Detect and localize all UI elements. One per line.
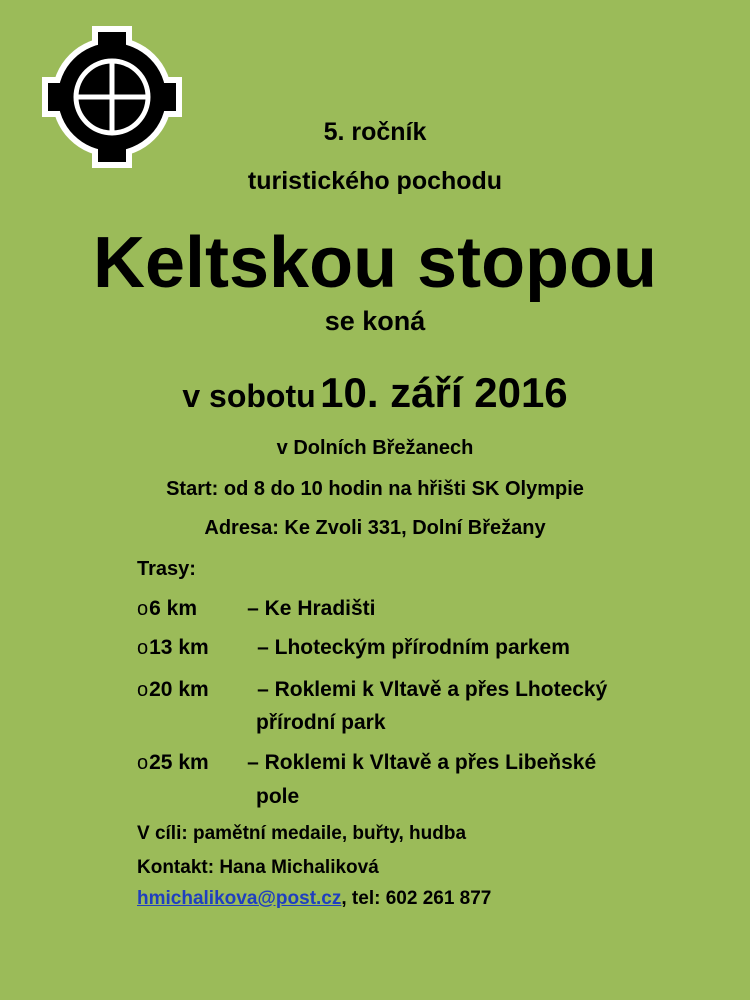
route-continuation: přírodní park — [256, 711, 386, 734]
route-description: – Ke Hradišti — [247, 597, 376, 620]
bullet-icon: o — [137, 752, 149, 774]
start-text: Start: od 8 do 10 hodin na hřišti SK Olympie — [166, 478, 584, 500]
contact-name: Kontakt: Hana Michaliková — [137, 857, 379, 878]
date-prefix: v sobotu — [182, 378, 316, 414]
subtitle: se koná — [324, 306, 426, 336]
route-distance: 20 km — [149, 678, 209, 701]
route-continuation: pole — [256, 785, 300, 808]
route-item — [137, 678, 607, 702]
route-distance: 6 km — [149, 597, 197, 620]
email-link[interactable]: hmichalikova@post.cz — [137, 888, 342, 909]
bullet-icon: o — [137, 679, 149, 701]
route-item — [137, 636, 570, 660]
bullet-icon: o — [137, 598, 149, 620]
event-type-label: turistického pochodu — [247, 167, 503, 195]
page-title: Keltskou stopou — [92, 223, 657, 303]
address-text: Adresa: Ke Zvoli 331, Dolní Břežany — [204, 517, 546, 539]
route-description: – Roklemi k Vltavě a přes Libeňské — [247, 751, 597, 774]
route-distance: 13 km — [149, 636, 209, 659]
finish-text: V cíli: pamětní medaile, buřty, hudba — [137, 823, 467, 844]
location-text: v Dolních Břežanech — [276, 437, 474, 459]
contact-line — [137, 888, 491, 910]
routes-heading: Trasy: — [137, 558, 196, 580]
route-item — [137, 751, 596, 775]
edition-label: 5. ročník — [323, 118, 427, 146]
route-distance: 25 km — [149, 751, 209, 774]
route-item — [137, 597, 376, 621]
bullet-icon: o — [137, 637, 149, 659]
contact-phone: , tel: 602 261 877 — [341, 888, 492, 909]
route-description: – Roklemi k Vltavě a přes Lhotecký — [257, 678, 608, 701]
event-date — [0, 369, 750, 417]
route-description: – Lhoteckým přírodním parkem — [257, 636, 570, 659]
date-value: 10. září 2016 — [320, 369, 568, 416]
